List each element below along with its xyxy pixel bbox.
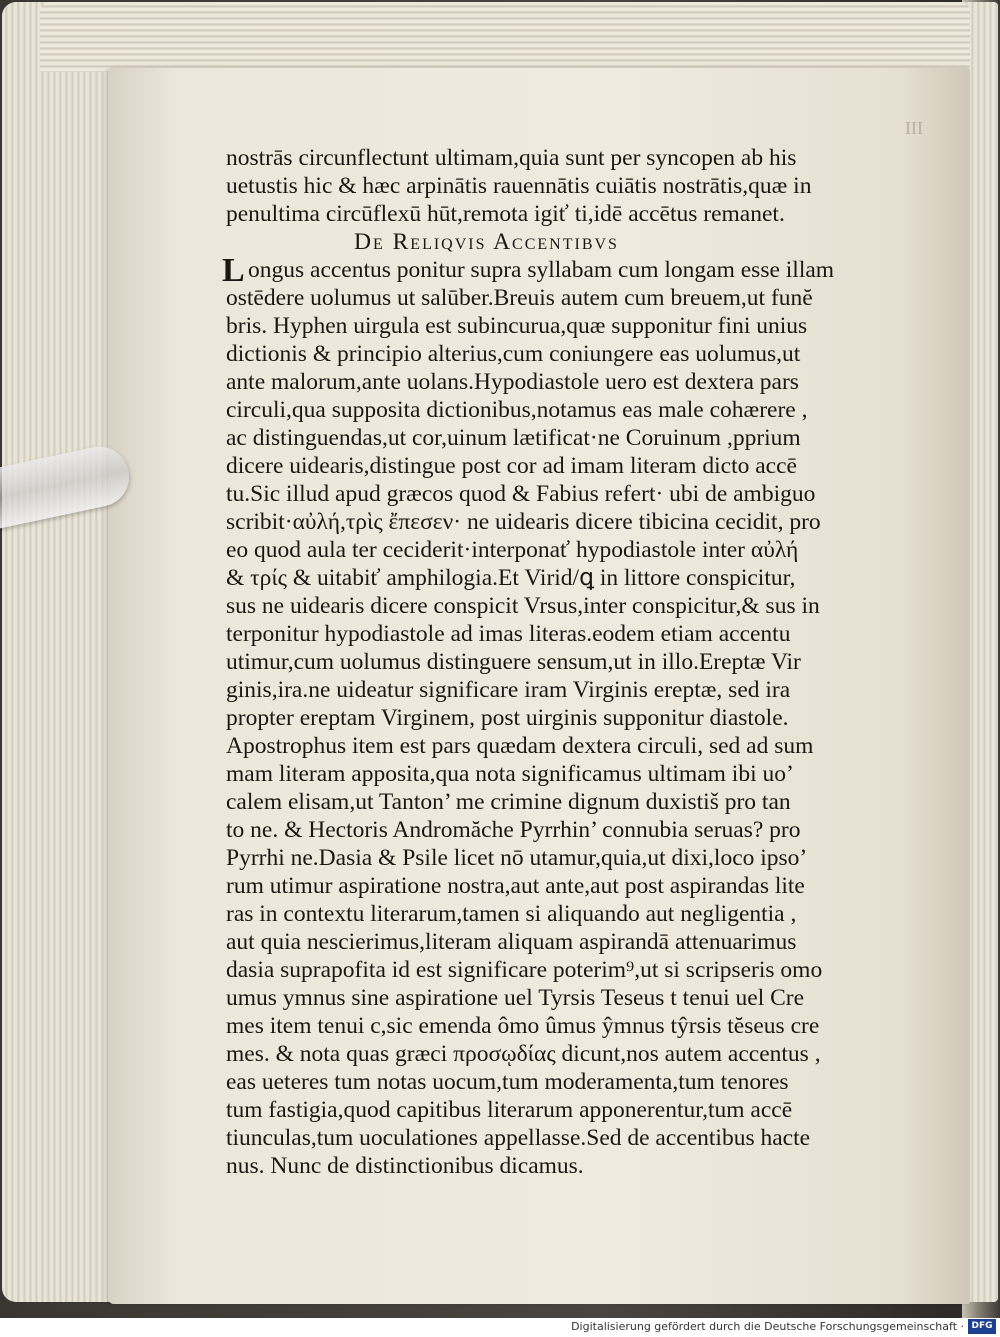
book-top-edges <box>40 2 970 72</box>
section-heading: De Reliqvis Accentibvs <box>354 229 619 255</box>
text-line: eas ueteres tum notas uocum,tum moderamenta,tum tenores <box>226 1069 789 1095</box>
text-line: ac distinguendas,ut cor,uinum lætificat·ne Coruinum ,pprium <box>226 425 801 451</box>
text-line: scribit·αὐλή,τρὶς ἔπεσεν· ne uidearis dicere tibicina cecidit, pro <box>226 509 821 535</box>
text-line: dicere uidearis,distingue post cor ad imam literam dicto accē <box>226 453 797 479</box>
text-line: & τρίς & uitabiť amphilogia.Et Virid/ꝗ in littore conspicitur, <box>226 565 796 591</box>
text-line: dictionis & principio alterius,cum coniungere eas uolumus,ut <box>226 341 801 367</box>
text-line: ante malorum,ante uolans.Hypodiastole uero est dextera pars <box>226 369 799 395</box>
text-line: mes item tenui c,sic emenda ômo ûmus ŷmnus tŷrsis tĕseus cre <box>226 1013 820 1039</box>
text-line: ostēdere uolumus ut salūber.Breuis autem cum breuem,ut funĕ <box>226 285 813 311</box>
text-line: tum fastigia,quod capitibus literarum apponerentur,tum accē <box>226 1097 793 1123</box>
text-line: tiunculas,tum uoculationes appellasse.Sed de accentibus hacte <box>226 1125 811 1151</box>
text-line: penultima circūflexū hūt,remota igiť ti,idē accētus remanet. <box>226 201 785 227</box>
text-line: utimur,cum uolumus distinguere sensum,ut in illo.Ereptæ Vir <box>226 649 801 675</box>
digitization-credit: Digitalisierung gefördert durch die Deutsche Forschungsgemeinschaft · <box>571 1320 964 1333</box>
dfg-logo: DFG <box>968 1319 996 1334</box>
text-line: Pyrrhi ne.Dasia & Psile licet nō utamur,quia,ut dixi,loco ipso’ <box>226 845 808 871</box>
text-line: propter ereptam Virginem, post uirginis supponitur diastole. <box>226 705 789 731</box>
text-line: ongus accentus ponitur supra syllabam cum longam esse illam <box>248 257 835 283</box>
text-line: aut quia nescierimus,literam aliquam aspirandā attenuarimus <box>226 929 797 955</box>
text-line: Apostrophus item est pars quædam dextera circuli, sed ad sum <box>226 733 814 759</box>
text-line: tu.Sic illud apud græcos quod & Fabius refert· ubi de ambiguo <box>226 481 816 507</box>
text-line: terponitur hypodiastole ad imas literas.eodem etiam accentu <box>226 621 791 647</box>
text-line: rum utimur aspiratione nostra,aut ante,aut post aspirandas lite <box>226 873 805 899</box>
text-line: mes. & nota quas græci προσῳδίας dicunt,nos autem accentus , <box>226 1041 821 1067</box>
text-line: nostrās circunflectunt ultimam,quia sunt per syncopen ab his <box>226 145 797 171</box>
text-line: dasia suprapofita id est significare poterim⁹,ut si scripseris omo <box>226 957 823 983</box>
text-line: to ne. & Hectoris Andromăche Pyrrhin’ connubia seruas? pro <box>226 817 801 843</box>
text-line: ras in contextu literarum,tamen si aliquando aut negligentia , <box>226 901 797 927</box>
text-line: circuli,qua supposita dictionibus,notamus eas male cohærere , <box>226 397 808 423</box>
folio-mark: III <box>905 118 923 138</box>
page-text-block <box>226 144 866 1180</box>
text-line: nus. Nunc de distinctionibus dicamus. <box>226 1153 584 1179</box>
text-line: eo quod aula ter ceciderit·interponať hypodiastole inter αὐλή <box>226 537 799 563</box>
text-line: bris. Hyphen uirgula est subincurua,quæ supponitur fini unius <box>226 313 808 339</box>
text-line: mam literam apposita,qua nota significamus ultimam ibi uo’ <box>226 761 794 787</box>
drop-initial: L <box>222 252 245 289</box>
text-line: calem elisam,ut Tanton’ me crimine dignum duxistiš pro tan <box>226 789 791 815</box>
text-line: sus ne uidearis dicere conspicit Vrsus,inter conspicitur,& sus in <box>226 593 820 619</box>
text-line: umus ymnus sine aspiratione uel Tyrsis Teseus t tenui uel Cre <box>226 985 805 1011</box>
text-line: ginis,ira.ne uideatur significare iram Virginis ereptæ, sed ira <box>226 677 791 703</box>
text-line: uetustis hic & hæc arpinātis rauennātis cuiātis nostrātis,quæ in <box>226 173 812 199</box>
